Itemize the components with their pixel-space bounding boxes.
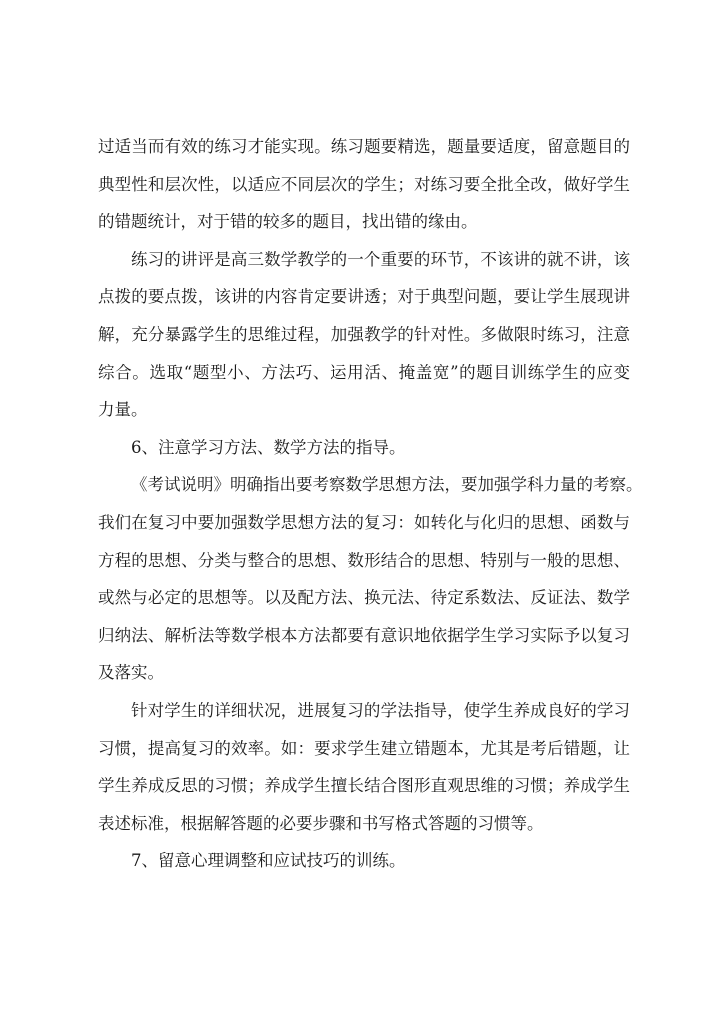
- text-line: 方程的思想、分类与整合的思想、数形结合的思想、特别与一般的思想、: [98, 550, 630, 570]
- text-line: 典型性和层次性，以适应不同层次的学生；对练习要全批全改，做好学生: [98, 174, 630, 194]
- text-line: 归纳法、解析法等数学根本方法都要有意识地依据学生学习实际予以复习: [98, 625, 630, 645]
- text-line: 《考试说明》明确指出要考察数学思想方法，要加强学科力量的考察。: [131, 475, 643, 495]
- section-heading: 7、留意心理调整和应试技巧的训练。: [131, 851, 406, 871]
- text-line: 练习的讲评是高三数学教学的一个重要的环节，不该讲的就不讲，该: [131, 249, 630, 269]
- text-line: 我们在复习中要加强数学思想方法的复习：如转化与化归的思想、函数与: [98, 512, 630, 532]
- text-line: 点拨的要点拨，该讲的内容肯定要讲透；对于典型问题，要让学生展现讲: [98, 287, 630, 307]
- text-line: 解，充分暴露学生的思维过程，加强教学的针对性。多做限时练习，注意: [98, 324, 630, 344]
- text-line: 综合。选取“题型小、方法巧、运用活、掩盖宽”的题目训练学生的应变: [98, 362, 630, 382]
- text-line: 及落实。: [98, 663, 164, 683]
- text-line: 针对学生的详细状况，进展复习的学法指导，使学生养成良好的学习: [131, 700, 630, 720]
- section-heading: 6、注意学习方法、数学方法的指导。: [131, 437, 406, 457]
- text-line: 过适当而有效的练习才能实现。练习题要精选，题量要适度，留意题目的: [98, 137, 630, 156]
- text-line: 习惯，提高复习的效率。如：要求学生建立错题本，尤其是考后错题，让: [98, 738, 630, 758]
- text-line: 学生养成反思的习惯；养成学生擅长结合图形直观思维的习惯；养成学生: [98, 776, 630, 796]
- text-line: 力量。: [98, 400, 148, 420]
- text-line: 或然与必定的思想等。以及配方法、换元法、待定系数法、反证法、数学: [98, 588, 630, 608]
- text-line: 表述标准，根据解答题的必要步骤和书写格式答题的习惯等。: [98, 813, 544, 833]
- document-body: [98, 128, 643, 880]
- text-line: 的错题统计，对于错的较多的题目，找出错的缘由。: [98, 212, 478, 232]
